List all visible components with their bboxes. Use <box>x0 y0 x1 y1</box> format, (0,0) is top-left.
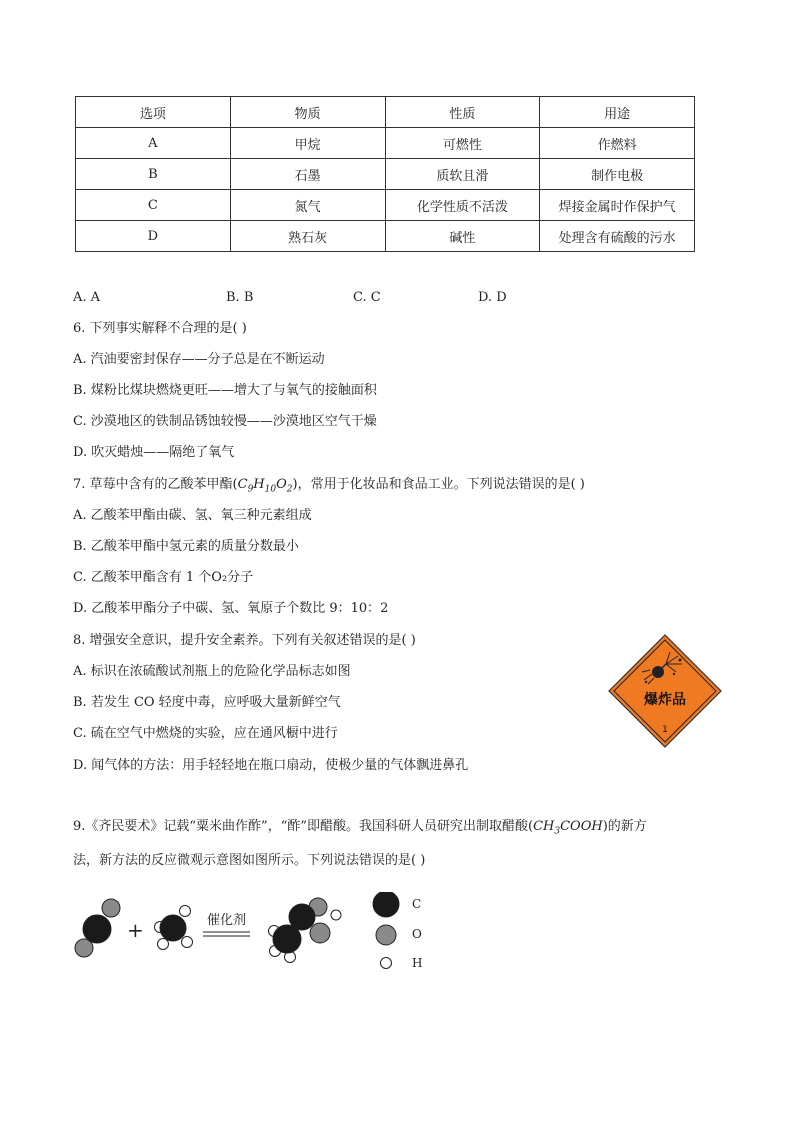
q8-option-b[interactable]: B. 若发生 CO 轻度中毒，应呼吸大量新鲜空气 <box>73 695 341 710</box>
table-cell: 碱性 <box>385 221 540 252</box>
q7-formula: $C_9H_{10}O_2$ <box>237 477 293 495</box>
q7-option-b[interactable]: B. 乙酸苯甲酯中氢元素的质量分数最小 <box>73 539 299 554</box>
q8-option-a[interactable]: A. 标识在浓硫酸试剂瓶上的危险化学品标志如图 <box>73 664 351 679</box>
table-cell: 化学性质不活泼 <box>385 190 540 221</box>
table-cell: C <box>76 190 231 221</box>
q6-stem: 6. 下列事实解释不合理的是( ) <box>73 321 247 336</box>
table-cell: 制作电极 <box>540 159 695 190</box>
table-cell: 质软且滑 <box>385 159 540 190</box>
table-row <box>76 128 695 159</box>
table-header-cell: 选项 <box>76 97 231 128</box>
legend-oxygen-label: O <box>412 927 422 941</box>
q5-options <box>73 289 673 307</box>
properties-table <box>75 96 695 252</box>
catalyst-label: 催化剂 <box>207 913 247 928</box>
table-cell: 甲烷 <box>230 128 385 159</box>
q7-option-d[interactable]: D. 乙酸苯甲酯分子中碳、氢、氧原子个数比 9：10：2 <box>73 601 389 616</box>
q9-stem-pre: 9.《齐民要术》记载“粟米曲作酢”，“酢”即醋酸。我国科研人员研究出制取醋酸( <box>73 819 534 834</box>
q7-stem-post: )，常用于化妆品和食品工业。下列说法错误的是( ) <box>292 477 585 492</box>
table-header-cell: 性质 <box>385 97 540 128</box>
q7-option-c[interactable]: C. 乙酸苯甲酯含有 1 个O₂分子 <box>73 570 254 585</box>
q6-option-a[interactable]: A. 汽油要密封保存——分子总是在不断运动 <box>73 352 325 367</box>
table-cell: 熟石灰 <box>230 221 385 252</box>
q6-option-b[interactable]: B. 煤粉比煤块燃烧更旺——增大了与氧气的接触面积 <box>73 383 377 398</box>
sign-label: 爆炸品 <box>644 692 686 708</box>
q8-stem: 8. 增强安全意识，提升安全素养。下列有关叙述错误的是( ) <box>73 633 416 648</box>
q9-stem-post: )的新方 <box>602 819 647 834</box>
q5-option-a[interactable]: A. A <box>73 290 101 305</box>
table-cell: 处理含有硫酸的污水 <box>540 221 695 252</box>
table-row <box>76 221 695 252</box>
table-cell: 氮气 <box>230 190 385 221</box>
q5-option-c[interactable]: C. C <box>353 290 381 305</box>
table-cell: 可燃性 <box>385 128 540 159</box>
q7-stem-pre: 7. 草莓中含有的乙酸苯甲酯( <box>73 477 238 492</box>
q7-option-a[interactable]: A. 乙酸苯甲酯由碳、氢、氧三种元素组成 <box>73 508 312 523</box>
explosive-hazard-sign <box>608 634 722 748</box>
q5-option-d[interactable]: D. D <box>478 290 507 305</box>
table-cell: 作燃料 <box>540 128 695 159</box>
q9-stem-line2: 法，新方法的反应微观示意图如图所示。下列说法错误的是( ) <box>73 853 426 868</box>
table-cell: D <box>76 221 231 252</box>
legend-carbon-label: C <box>412 897 422 911</box>
table-row <box>76 159 695 190</box>
q6-option-c[interactable]: C. 沙漠地区的铁制品锈蚀较慢——沙漠地区空气干燥 <box>73 414 377 429</box>
table-header-cell: 物质 <box>230 97 385 128</box>
table-row <box>76 190 695 221</box>
q9-stem-line1 <box>73 818 647 841</box>
reaction-diagram <box>70 892 450 982</box>
q6-option-d[interactable]: D. 吹灭蜡烛——隔绝了氧气 <box>73 445 235 460</box>
plus-sign: + <box>127 918 144 942</box>
legend-hydrogen-label: H <box>412 956 423 970</box>
sign-class-number: 1 <box>662 725 668 735</box>
table-cell: 石墨 <box>230 159 385 190</box>
table-cell: 焊接金属时作保护气 <box>540 190 695 221</box>
table-header-cell: 用途 <box>540 97 695 128</box>
q8-option-c[interactable]: C. 硫在空气中燃烧的实验，应在通风橱中进行 <box>73 726 338 741</box>
q5-option-b[interactable]: B. B <box>226 290 254 305</box>
q9-formula: $CH_3COOH$ <box>533 819 603 837</box>
table-cell: A <box>76 128 231 159</box>
table-cell: B <box>76 159 231 190</box>
q7-stem <box>73 476 585 499</box>
q8-option-d[interactable]: D. 闻气体的方法：用手轻轻地在瓶口扇动，使极少量的气体飘进鼻孔 <box>73 758 469 773</box>
table-header-row <box>76 97 695 128</box>
